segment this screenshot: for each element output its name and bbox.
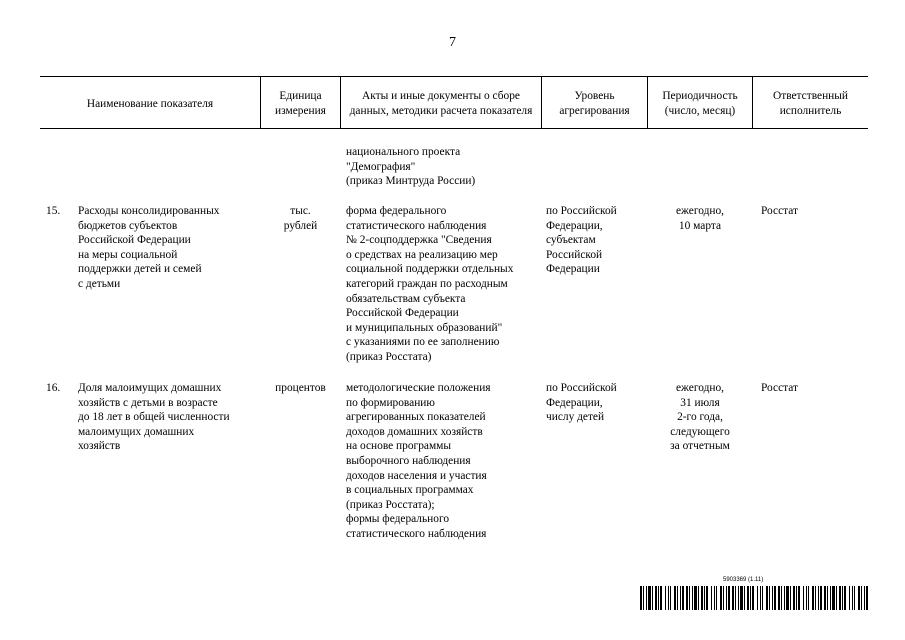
table-top-rule <box>40 76 868 77</box>
header-name: Наименование показателя <box>86 97 214 110</box>
indicator-name: Доля малоимущих домашних хозяйств с детьми в возрасте до 18 лет в общей численности малоимущих домашних хозяйств <box>78 382 230 453</box>
header-unit: Единица измерения <box>275 90 326 117</box>
responsible-cell: Росстат <box>761 205 798 217</box>
periodicity-cell: ежегодно, 10 марта <box>675 205 725 232</box>
header-docs: Акты и иные документы о сборе данных, методики расчета показателя <box>349 90 533 117</box>
aggregation-level-cell: по Российской Федерации, субъектам Российской Федерации <box>546 205 617 276</box>
docs-cell: форма федерального статистического наблюдения № 2-соцподдержка "Сведения о средствах на реализацию мер социальной поддержки отдельных категорий граждан по расходным обязательствам субъекта Российской Федерации и муниципальных образований" с указаниями по ее заполнению (приказ Росстата) <box>346 205 514 363</box>
page-number: 7 <box>449 35 456 50</box>
barcode-label: 5903369 (1.11) <box>723 577 764 583</box>
aggregation-level-cell: по Российской Федерации, числу детей <box>546 382 617 424</box>
responsible-cell: Росстат <box>761 382 798 394</box>
row-number: 15. <box>46 205 61 217</box>
column-divider <box>340 77 341 128</box>
header-periodicity: Периодичность (число, месяц) <box>662 90 738 117</box>
periodicity-cell: ежегодно, 31 июля 2-го года, следующего за отчетным <box>670 382 730 453</box>
indicator-name: Расходы консолидированных бюджетов субъектов Российской Федерации на меры социальной поддержки детей и семей с детьми <box>78 205 220 290</box>
header-aggregation-level: Уровень агрегирования <box>559 90 630 117</box>
table-header-rule <box>40 128 868 129</box>
docs-cell: методологические положения по формированию агрегированных показателей доходов домашних хозяйств на основе программы выборочного наблюдения доходов населения и участия в социальных программах (приказ Росстата); формы федерального статистического наблюдения <box>346 382 491 540</box>
unit-cell: тыс. рублей <box>283 205 318 232</box>
row-number: 16. <box>46 382 61 394</box>
continued-docs-text: национального проекта "Демография" (приказ Минтруда России) <box>346 146 476 188</box>
header-responsible: Ответственный исполнитель <box>772 90 849 117</box>
barcode <box>640 586 868 610</box>
unit-cell: процентов <box>275 382 326 394</box>
